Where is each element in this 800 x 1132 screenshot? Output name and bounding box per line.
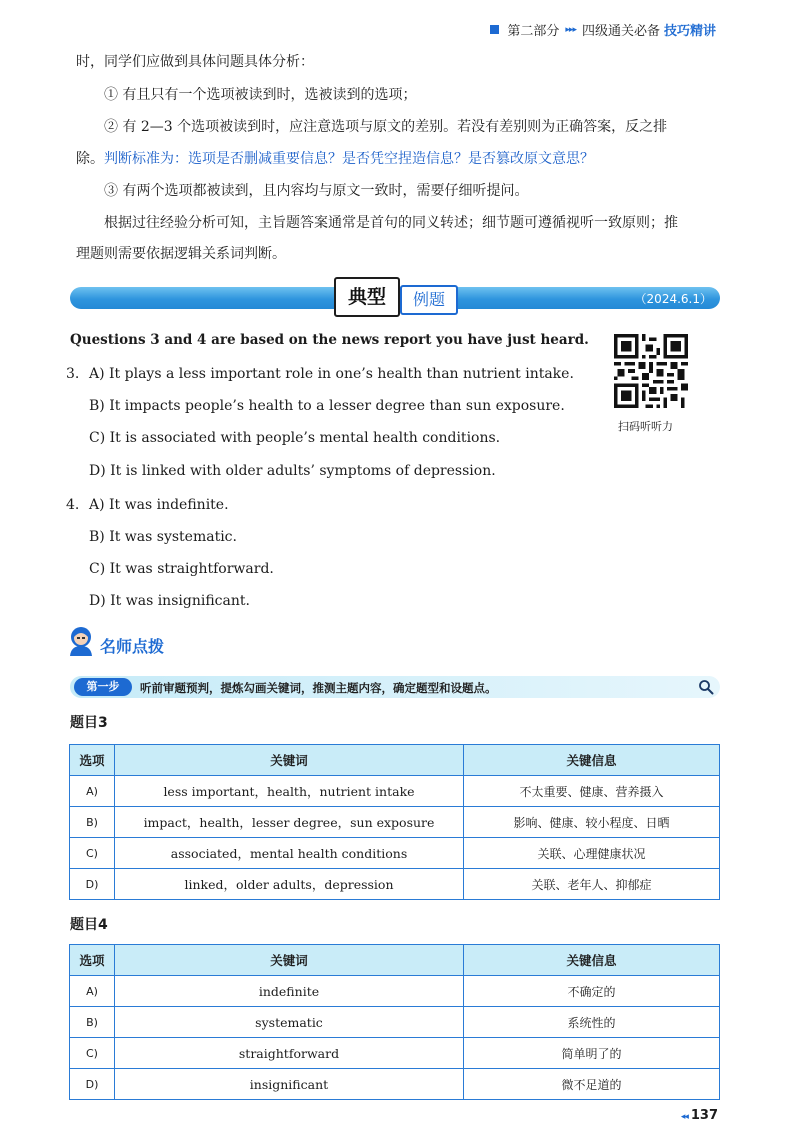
col-option: 选项 xyxy=(70,945,115,976)
cell-keywords: indefinite xyxy=(115,976,464,1007)
table4 xyxy=(69,944,720,1100)
table3 xyxy=(69,744,720,900)
q4-option-b: B) It was systematic. xyxy=(89,529,237,545)
table-header-row xyxy=(70,945,720,976)
intro-summary1: 根据过往经验分析可知，主旨题答案通常是首句的同义转述；细节题可遵循视听一致原则；推 xyxy=(104,215,678,231)
intro-summary2: 理题则需要依据逻辑关系词判断。 xyxy=(76,246,286,262)
table-row xyxy=(70,838,720,869)
intro-line1: 时，同学们应做到具体问题具体分析： xyxy=(76,54,314,70)
cell-key-info: 不太重要、健康、营养摄入 xyxy=(464,776,720,807)
q3-number: 3. xyxy=(66,366,80,382)
cell-keywords: insignificant xyxy=(115,1069,464,1100)
cell-keywords: impact，health，lesser degree，sun exposure xyxy=(115,807,464,838)
qr-label: 扫码听听力 xyxy=(618,420,673,433)
table-row xyxy=(70,776,720,807)
cell-key-info: 关联、老年人、抑郁症 xyxy=(464,869,720,900)
intro-item3: ③ 有两个选项都被读到，且内容均与原文一致时，需要仔细听提问。 xyxy=(104,183,529,199)
cell-option: D) xyxy=(70,869,115,900)
cell-option: B) xyxy=(70,1007,115,1038)
table-row xyxy=(70,1069,720,1100)
banner-badge-example: 例题 xyxy=(400,285,458,315)
q3-option-d: D) It is linked with older adults’ symptoms of depression. xyxy=(89,463,496,479)
cell-key-info: 微不足道的 xyxy=(464,1069,720,1100)
table-row xyxy=(70,1007,720,1038)
qr-code-icon[interactable] xyxy=(614,334,688,408)
q3-option-a: A) It plays a less important role in one’s health than nutrient intake. xyxy=(89,366,574,382)
cell-key-info: 系统性的 xyxy=(464,1007,720,1038)
banner-date: （2024.6.1） xyxy=(634,292,712,306)
criteria-text: 判断标准为：选项是否删减重要信息？是否凭空捏造信息？是否篡改原文意思？ xyxy=(104,151,594,167)
cell-key-info: 简单明了的 xyxy=(464,1038,720,1069)
teacher-avatar-icon xyxy=(68,626,94,656)
cell-option: D) xyxy=(70,1069,115,1100)
col-option: 选项 xyxy=(70,745,115,776)
cell-key-info: 影响、健康、较小程度、日晒 xyxy=(464,807,720,838)
table-row xyxy=(70,1038,720,1069)
q3-option-b: B) It impacts people’s health to a lesser degree than sun exposure. xyxy=(89,398,565,414)
q4-number: 4. xyxy=(66,497,80,513)
cell-keywords: linked，older adults，depression xyxy=(115,869,464,900)
cell-option: A) xyxy=(70,976,115,1007)
search-icon xyxy=(698,679,714,695)
intro-item2: ② 有 2—3 个选项被读到时，应注意选项与原文的差别。若没有差别则为正确答案，反之排 xyxy=(104,119,668,135)
square-bullet-icon xyxy=(490,25,499,34)
col-keywords: 关键词 xyxy=(115,745,464,776)
cell-keywords: less important，health，nutrient intake xyxy=(115,776,464,807)
table-row xyxy=(70,807,720,838)
intro-item1: ① 有且只有一个选项被读到时，选被读到的选项； xyxy=(104,87,417,103)
page-arrows-icon: ◂◂ xyxy=(680,1112,688,1122)
tips-title: 名师点拨 xyxy=(100,637,165,656)
col-keywords: 关键词 xyxy=(115,945,464,976)
intro-item2-cont xyxy=(76,149,594,169)
cell-key-info: 不确定的 xyxy=(464,976,720,1007)
table-row xyxy=(70,869,720,900)
table4-title: 题目4 xyxy=(70,917,108,933)
header-part: 第二部分 xyxy=(507,24,560,39)
cell-option: A) xyxy=(70,776,115,807)
cell-keywords: systematic xyxy=(115,1007,464,1038)
questions-heading: Questions 3 and 4 are based on the news report you have just heard. xyxy=(70,332,589,348)
arrows-icon: ▸▸▸ xyxy=(565,24,576,35)
q4-option-c: C) It was straightforward. xyxy=(89,561,274,577)
cell-option: C) xyxy=(70,838,115,869)
page-number xyxy=(681,1108,718,1123)
col-key-info: 关键信息 xyxy=(464,745,720,776)
banner-badge-typical: 典型 xyxy=(334,277,400,317)
q3-option-c: C) It is associated with people’s mental health conditions. xyxy=(89,430,501,446)
cell-option: C) xyxy=(70,1038,115,1069)
step-label: 第一步 xyxy=(74,678,132,696)
step-text: 听前审题预判，提炼勾画关键词，推测主题内容，确定题型和设题点。 xyxy=(140,681,497,695)
table-row xyxy=(70,976,720,1007)
cell-keywords: straightforward xyxy=(115,1038,464,1069)
page-header xyxy=(490,20,716,39)
q4-option-a: A) It was indefinite. xyxy=(89,497,229,513)
page-number-value: 137 xyxy=(690,1108,718,1123)
cell-option: B) xyxy=(70,807,115,838)
table-header-row xyxy=(70,745,720,776)
intro-item2-cont-plain: 除。 xyxy=(76,151,104,167)
header-highlight: 技巧精讲 xyxy=(663,24,716,39)
col-key-info: 关键信息 xyxy=(464,945,720,976)
header-section: 四级通关必备 xyxy=(581,24,660,39)
table3-title: 题目3 xyxy=(70,715,108,731)
q4-option-d: D) It was insignificant. xyxy=(89,593,250,609)
cell-keywords: associated，mental health conditions xyxy=(115,838,464,869)
cell-key-info: 关联、心理健康状况 xyxy=(464,838,720,869)
